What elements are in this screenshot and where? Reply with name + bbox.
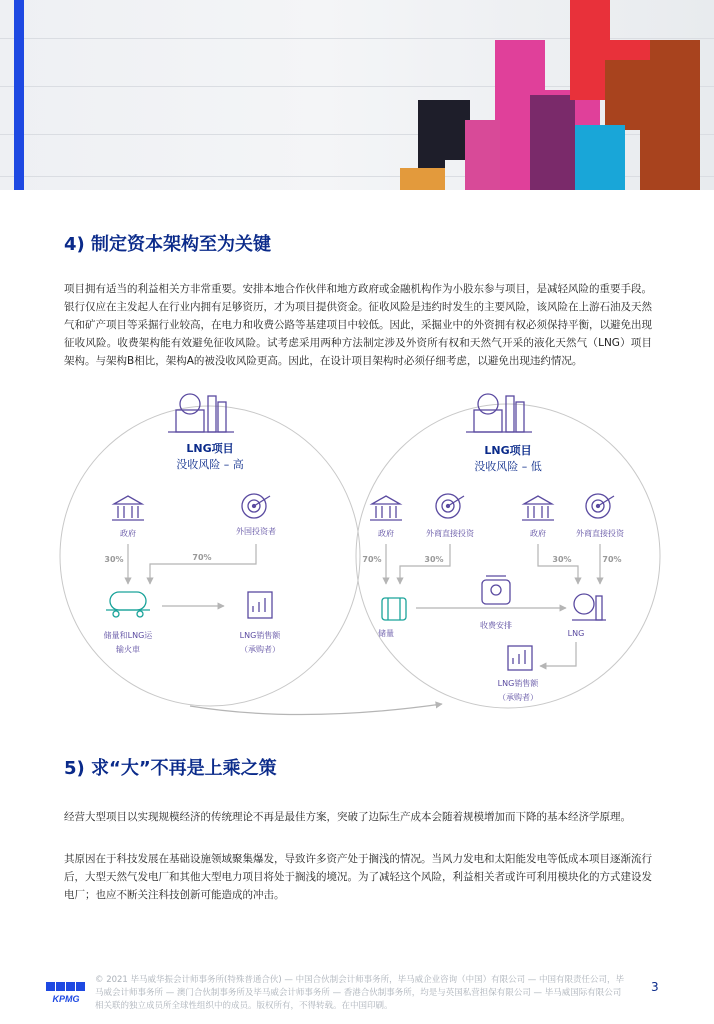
sales-chart-icon [508,646,532,670]
gov2-arrow [538,544,578,584]
pct-1: 70% [362,555,382,564]
gov-label-2: 政府 [530,529,546,538]
hero-image [0,0,714,190]
structure-a-subtitle: 没收风险 – 高 [176,458,244,471]
lng-structure-diagram [50,388,662,718]
sales-label: LNG销售额 [239,631,281,640]
lng-label: LNG [567,629,585,638]
pct-investor: 70% [192,553,212,562]
section5-para-1: 经营大型项目以实现规模经济的传统理论不再是最佳方案，突破了边际生产成本会随着规模增加而下降的基本经济学原理。 [64,811,631,823]
pct-gov: 30% [104,555,124,564]
lng-tank-icon [572,594,606,620]
investor-label: 外国投资者 [236,527,276,536]
fdi1-arrow [400,544,450,584]
toll-label: 收费安排 [480,621,512,630]
lng-facility-icon [168,394,234,432]
kpmg-logo [46,982,86,1004]
gov-label-1: 政府 [378,529,394,538]
gov-label: 政府 [120,529,136,538]
pct-4: 70% [602,555,622,564]
storage-label-2: 输火車 [116,645,140,654]
pct-2: 30% [424,555,444,564]
investor-icon [436,494,464,518]
lng-to-sales-arrow [540,642,576,666]
storage-label: 储量和LNG运 [103,631,153,640]
structure-b-title: LNG项目 [484,444,532,457]
footer-legal: © 2021 毕马威华振会计师事务所(特殊普通合伙) — 中国合伙制会计师事务所，毕马威企业咨询（中国）有限公司 — 中国有限责任公司，毕马威会计师事务所 — 澳门合伙制事务所及毕马威会计师事务所 — 香港合伙制事务所，均是与英国私营担保有限公司 — 毕马威国际有限公司相关联的独立成员所全球性组织中的成员。版权所有，不得转载。在中国印刷。 [95,975,624,1011]
fdi-label-1: 外商直接投资 [426,529,474,538]
reserve-tank-icon [382,598,406,620]
puzzle-blocks [0,0,714,190]
sales-label-2: （承购者） [240,645,280,654]
lng-train-icon [106,592,150,617]
transition-arrow [190,704,442,715]
lng-facility-icon [466,394,532,432]
kpmg-wordmark: KPMG [52,994,80,1004]
structure-a-title: LNG项目 [186,442,234,455]
government-icon [370,496,402,520]
section4-title: 4) 制定资本架构至为关键 [64,234,272,255]
section4-body: 项目拥有适当的利益相关方非常重要。安排本地合作伙伴和地方政府或金融机构作为小股东参与项目，是减轻风险的重要手段。银行仅应在主发起人在行业内拥有足够资历，才为项目提供资金。征收风险是违约时发生的主要风险，该风险在上游石油及天然气和矿产项目等采掘行业较高，在电力和收费公路等基建项目中较低。因此，采掘业中的外资拥有权必须保持平衡，以避免出现征收风险。收费架构能有效避免征收风险。试考虑采用两种方法制定涉及外资所有权和天然气开采的液化天然气（LNG）项目架构。与架构B相比，架构A的被没收风险更高。因此，在设计项目架构时必须仔细考虑，以避免出现违约情况。 [64,283,652,367]
investor-icon [586,494,614,518]
sales-label-b-2: （承购者） [498,693,538,702]
pct-3: 30% [552,555,572,564]
toll-plant-icon [482,576,510,604]
sales-label-b: LNG销售额 [497,679,539,688]
reserve-label: 储量 [378,629,394,638]
government-icon [522,496,554,520]
structure-b-subtitle: 没收风险 – 低 [474,460,542,473]
section5-para-2: 其原因在于科技发展在基础设施领域聚集爆发，导致许多资产处于搁浅的情况。当风力发电和太阳能发电等低成本项目逐渐流行后，大型天然气发电厂和其他大型电力项目将处于搁浅的境况。为了减轻这个风险，利益相关者或许可利用模块化的方式建设发电厂；也应不断关注科技创新可能造成的冲击。 [64,853,652,901]
government-icon [112,496,144,520]
page-number: 3 [651,980,659,994]
fdi-label-2: 外商直接投资 [576,529,624,538]
investor-arrow [150,544,256,584]
sales-chart-icon [248,592,272,618]
section5-title: 5) 求“大”不再是上乘之策 [64,758,277,779]
investor-icon [242,494,270,518]
